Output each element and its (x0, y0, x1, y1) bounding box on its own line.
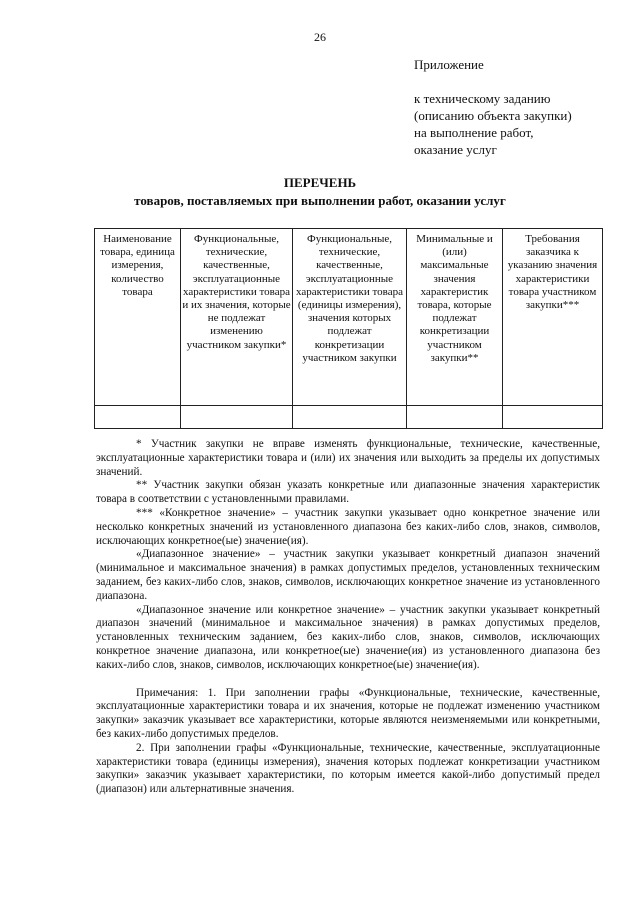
document-title: ПЕРЕЧЕНЬ (283, 175, 357, 190)
spacer (96, 673, 600, 687)
footnote-3: *** «Конкретное значение» – участник закупки указывает одно конкретное значение или несколько конкретных значений из установленного диапазона без каких-либо слов, знаков, символов, исключающих конкретное(ые) значение(ия). (96, 506, 600, 547)
appendix-line: к техническому заданию (414, 91, 551, 106)
remark-1: Примечания: 1. При заполнении графы «Функциональные, технические, качественные, эксплуатационные характеристики товара и их значения, которые не подлежат изменению участником закупки» заказчик указывает все характеристики, которые являются неизменяемыми или конкретными, без каких-либо допустимых пределов. (96, 686, 600, 740)
document-subtitle: товаров, поставляемых при выполнении работ, оказании услуг (134, 193, 506, 208)
document-heading (0, 174, 640, 210)
table-cell (407, 406, 503, 429)
appendix-title: Приложение (414, 57, 484, 72)
appendix-block (414, 56, 624, 158)
footnote-2: ** Участник закупки обязан указать конкретные или диапазонные значения характеристик товара в соответствии с установленными правилами. (96, 479, 600, 506)
table-cell (293, 406, 407, 429)
page-number: 26 (314, 30, 326, 44)
footnote-1: * Участник закупки не вправе изменять функциональные, технические, качественные, эксплуатационные характеристики товара и (или) их значения или выходить за пределы их допустимых значений. (96, 438, 600, 478)
appendix-line: на выполнение работ, (414, 125, 534, 140)
table-header-row (95, 229, 603, 406)
appendix-line: оказание услуг (414, 142, 497, 157)
header-cell-name: Наименование товара, единица измерения, количество товара (95, 229, 181, 406)
header-cell-fixed-characteristics: Функциональные, технические, качественные, эксплуатационные характеристики товара и их значения, которые не подлежат изменению участником закупки* (181, 229, 293, 406)
header-cell-customer-requirements: Требования заказчика к указанию значения характеристики товара участником закупки*** (503, 229, 603, 406)
goods-table (94, 228, 603, 429)
table-row (95, 406, 603, 429)
remark-2: 2. При заполнении графы «Функциональные, технические, качественные, эксплуатационные характеристики товара (единицы измерения), значения которых подлежат конкретизации участником закупки» заказчик указывает характеристики, по которым имеется какой-либо допустимый предел (диапазон) или альтернативные значения. (96, 741, 600, 796)
table-cell (181, 406, 293, 429)
footnote-range-value: «Диапазонное значение» – участник закупки указывает конкретный диапазон значений (минимальное и максимальное значения) в рамках допустимых пределов, установленных техническим заданием, без каких-либо слов, знаков, символов, исключающих конкретное значение из установленного диапазона. (96, 548, 600, 602)
notes-section (96, 438, 600, 797)
appendix-line: (описанию объекта закупки) (414, 108, 572, 123)
header-cell-specifiable-characteristics: Функциональные, технические, качественные, эксплуатационные характеристики товара (единицы измерения), значения которых подлежат конкретизации участником закупки (293, 229, 407, 406)
header-cell-min-max-values: Минимальные и (или) максимальные значения характеристик товара, которые подлежат конкретизации участником закупки** (407, 229, 503, 406)
table-cell (503, 406, 603, 429)
table-cell (95, 406, 181, 429)
footnote-range-or-concrete: «Диапазонное значение или конкретное значение» – участник закупки указывает конкретный диапазон значений (минимальное и максимальное значения) в рамках допустимых пределов, установленных техническим заданием, без каких-либо слов, знаков, символов, исключающих конкретное значение диапазона, или конкретное(ые) значение(ия) из установленного диапазона без каких-либо слов, знаков, символов, исключающих конкретное(ые) значение(ия). (96, 603, 600, 671)
